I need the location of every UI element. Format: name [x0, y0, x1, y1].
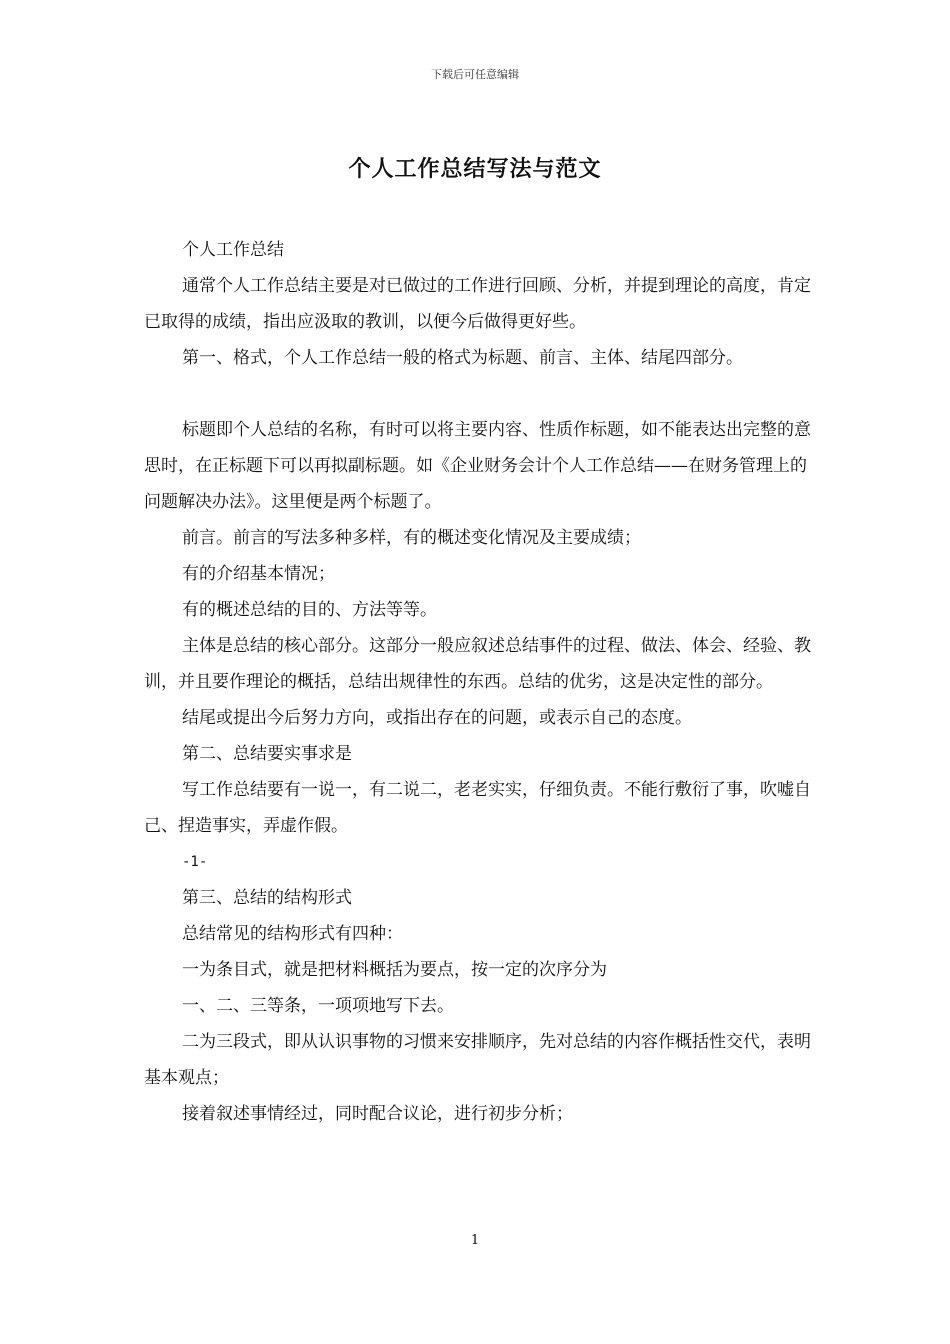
paragraph-preface-3: 有的概述总结的目的、方法等等。	[182, 600, 437, 620]
paragraph-truthful: 写工作总结要有一说一，有二说二，老老实实，仔细负责。不能行敷衍了事，吹嘘自己、捏造事实，弄虚作假。	[144, 780, 811, 836]
page-header: 下载后可任意编辑	[431, 68, 519, 81]
document-title: 个人工作总结写法与范文	[348, 156, 602, 182]
paragraph-preface-2: 有的介绍基本情况；	[182, 564, 335, 584]
paragraph-three-part: 二为三段式，即从认识事物的习惯来安排顺序，先对总结的内容作概括性交代，表明基本观点；	[144, 1032, 811, 1088]
inline-page-marker: -1-	[182, 854, 208, 870]
paragraph-ending: 结尾或提出今后努力方向，或指出存在的问题，或表示自己的态度。	[182, 708, 692, 728]
paragraph-format: 第一、格式，个人工作总结一般的格式为标题、前言、主体、结尾四部分。	[182, 348, 743, 368]
paragraph-preface: 前言。前言的写法多种多样，有的概述变化情况及主要成绩；	[182, 528, 641, 548]
paragraph-section-3: 第三、总结的结构形式	[182, 888, 352, 908]
paragraph-section-2: 第二、总结要实事求是	[182, 744, 352, 764]
paragraph-main-body: 主体是总结的核心部分。这部分一般应叙述总结事件的过程、做法、体会、经验、教训，并且要作理论的概括，总结出规律性的东西。总结的优劣，这是决定性的部分。	[144, 636, 811, 692]
document-body	[144, 232, 814, 1132]
paragraph-heading: 个人工作总结	[182, 240, 284, 260]
paragraph-structure-intro: 总结常见的结构形式有四种：	[182, 924, 403, 944]
paragraph-intro: 通常个人工作总结主要是对已做过的工作进行回顾、分析，并提到理论的高度，肯定已取得的成绩，指出应汲取的教训，以便今后做得更好些。	[144, 276, 811, 332]
blank-line	[144, 376, 814, 412]
paragraph-title-desc: 标题即个人总结的名称，有时可以将主要内容、性质作标题，如不能表达出完整的意思时，在正标题下可以再拟副标题。如《企业财务会计个人工作总结——在财务管理上的问题解决办法》。这里便是两个标题了。	[144, 420, 811, 512]
page-number: 1	[470, 1233, 480, 1248]
paragraph-item-form-2: 一、二、三等条，一项项地写下去。	[182, 996, 454, 1016]
paragraph-item-form: 一为条目式，就是把材料概括为要点，按一定的次序分为	[182, 960, 607, 980]
paragraph-narrate: 接着叙述事情经过，同时配合议论，进行初步分析；	[182, 1104, 573, 1124]
